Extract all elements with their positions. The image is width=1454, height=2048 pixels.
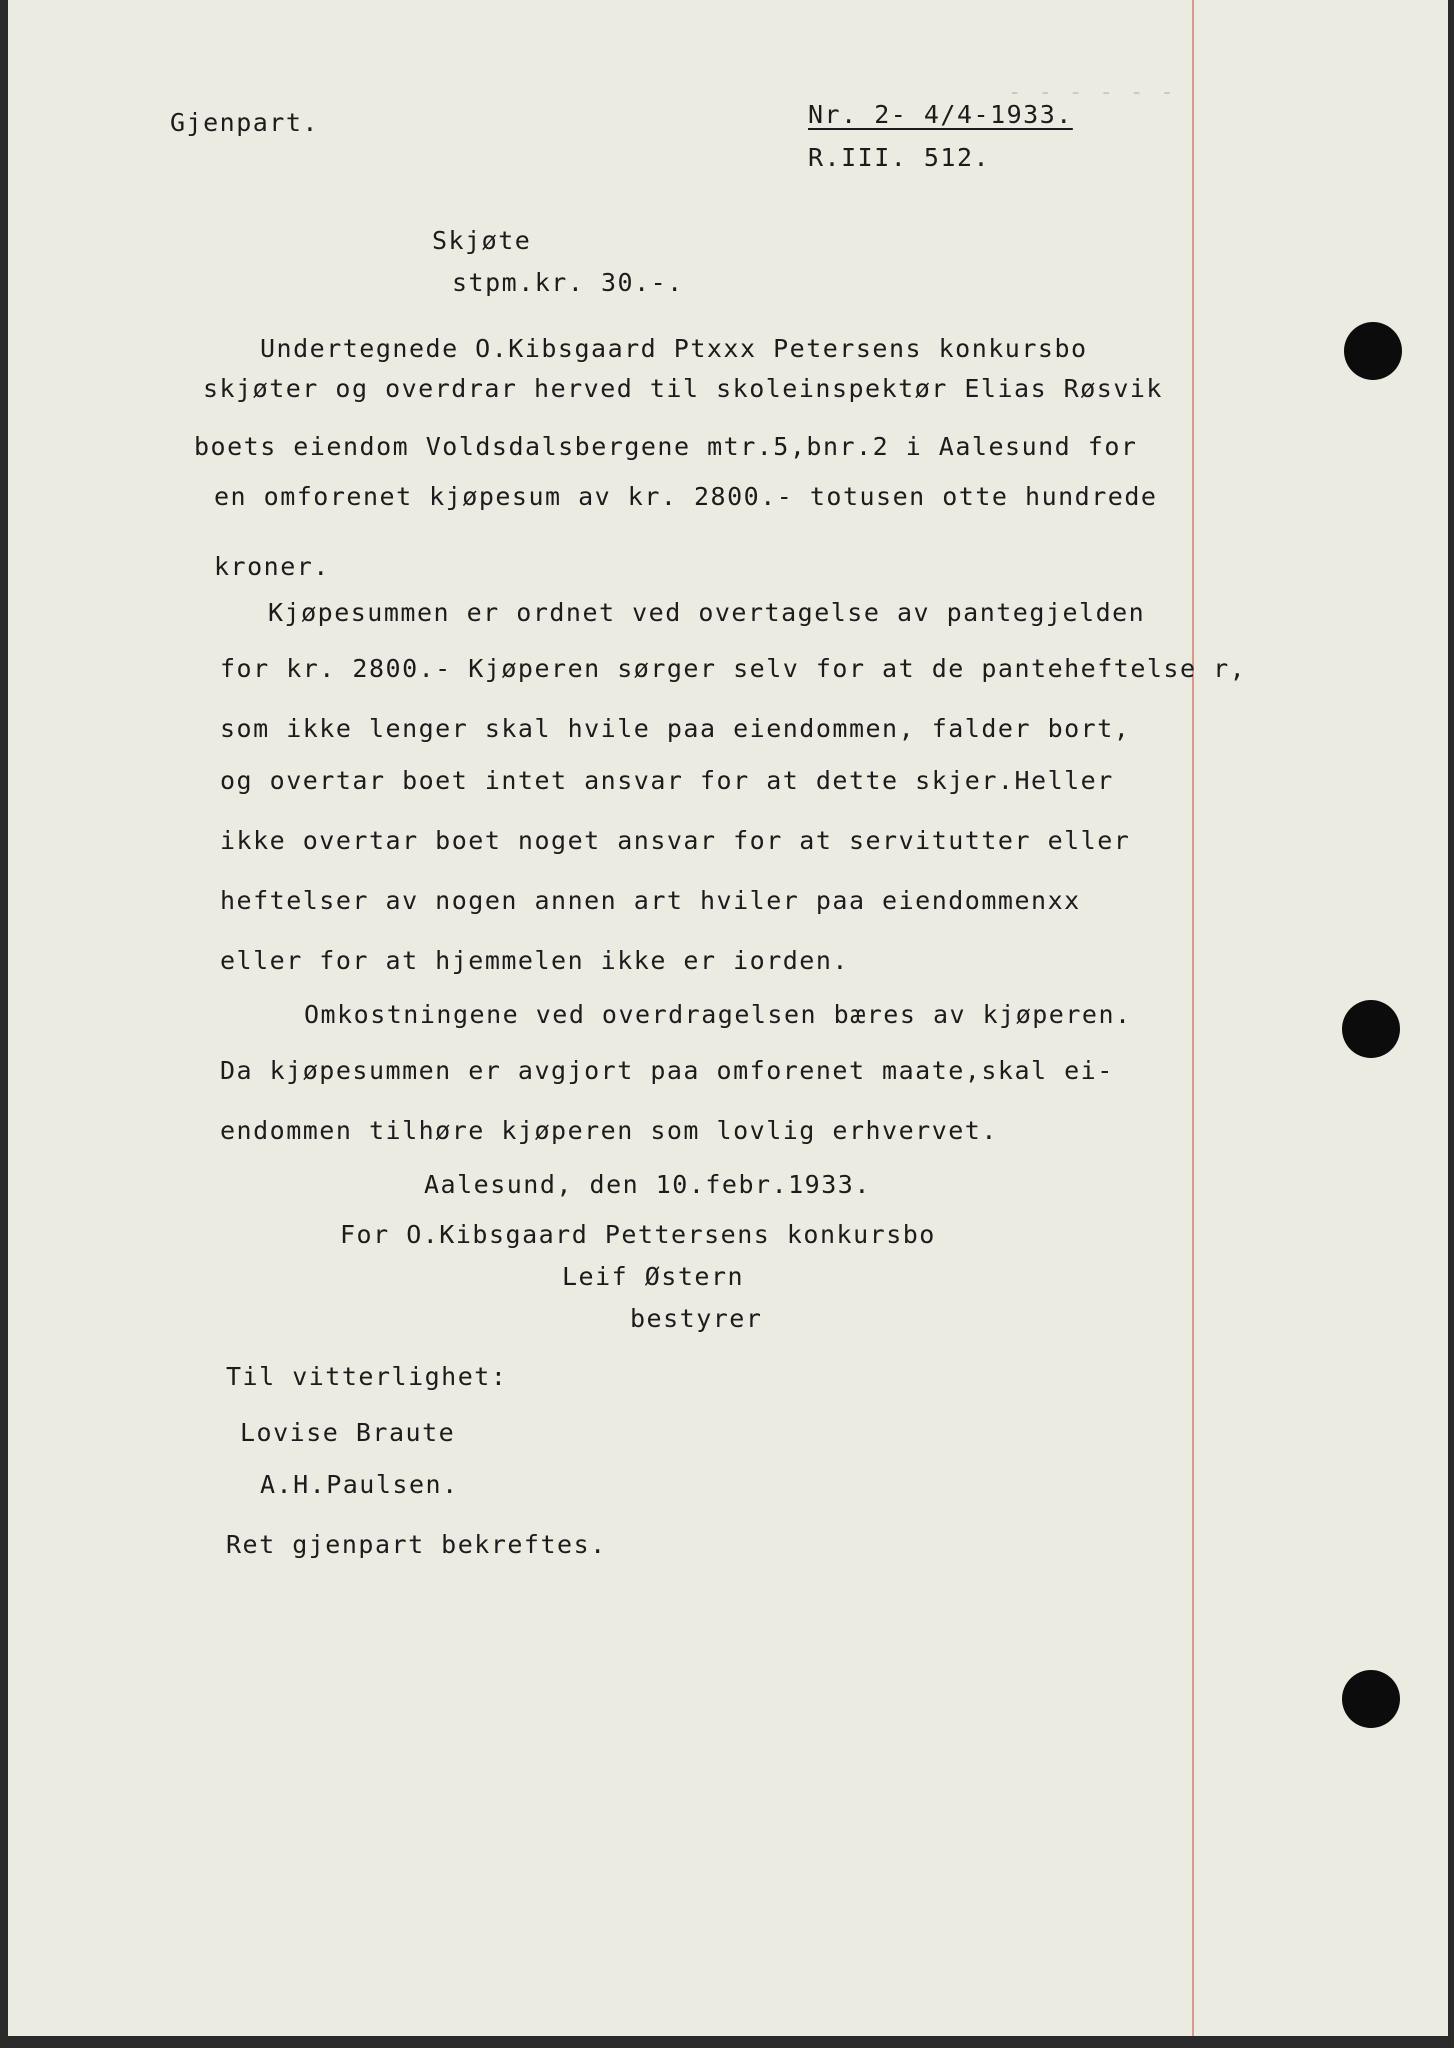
body-line: kroner. <box>214 552 330 581</box>
stamp-duty: stpm.kr. 30.-. <box>452 268 684 297</box>
bleed-through: - - - - - - <box>1008 80 1176 105</box>
body-line: eller for at hjemmelen ikke er iorden. <box>220 946 849 975</box>
margin-rule <box>1192 0 1194 2036</box>
punch-hole <box>1342 1670 1400 1728</box>
body-line: boets eiendom Voldsdalsbergene mtr.5,bnr.2 i Aalesund for <box>194 432 1138 461</box>
certification-line: Ret gjenpart bekreftes. <box>226 1530 607 1559</box>
body-line: skjøter og overdrar herved til skoleinspektør Elias Røsvik <box>203 374 1163 403</box>
witness-name: Lovise Braute <box>240 1418 456 1447</box>
body-line: Da kjøpesummen er avgjort paa omforenet maate,skal ei- <box>220 1056 1114 1085</box>
document-title: Skjøte <box>432 226 532 255</box>
body-line: og overtar boet intet ansvar for at dette skjer.Heller <box>220 766 1114 795</box>
register-reference: R.III. 512. <box>808 143 991 172</box>
body-line: Kjøpesummen er ordnet ved overtagelse av pantegjelden <box>268 598 1146 627</box>
witness-name: A.H.Paulsen. <box>260 1470 459 1499</box>
witness-heading: Til vitterlighet: <box>226 1362 508 1391</box>
document-page <box>8 0 1448 2036</box>
body-line: heftelser av nogen annen art hviler paa eiendommenxx <box>220 886 1081 915</box>
signatory-name: Leif Østern <box>562 1262 745 1291</box>
body-line: som ikke lenger skal hvile paa eiendommen, falder bort, <box>220 714 1131 743</box>
signatory-for: For O.Kibsgaard Pettersens konkursbo <box>340 1220 936 1249</box>
punch-hole <box>1342 1000 1400 1058</box>
place-date: Aalesund, den 10.febr.1933. <box>424 1170 871 1199</box>
copy-label: Gjenpart. <box>170 108 319 137</box>
body-line: for kr. 2800.- Kjøperen sørger selv for at de panteheftelse r, <box>220 654 1247 683</box>
body-line: ikke overtar boet noget ansvar for at servitutter eller <box>220 826 1131 855</box>
body-line: Undertegnede O.Kibsgaard Ptxxx Petersens konkursbo <box>260 334 1088 363</box>
registration-number: Nr. 2- 4/4-1933. <box>808 100 1073 129</box>
body-line: endommen tilhøre kjøperen som lovlig erhvervet. <box>220 1116 998 1145</box>
signatory-role: bestyrer <box>630 1304 763 1333</box>
body-line: Omkostningene ved overdragelsen bæres av kjøperen. <box>304 1000 1132 1029</box>
body-line: en omforenet kjøpesum av kr. 2800.- totusen otte hundrede <box>214 482 1158 511</box>
punch-hole <box>1344 322 1402 380</box>
